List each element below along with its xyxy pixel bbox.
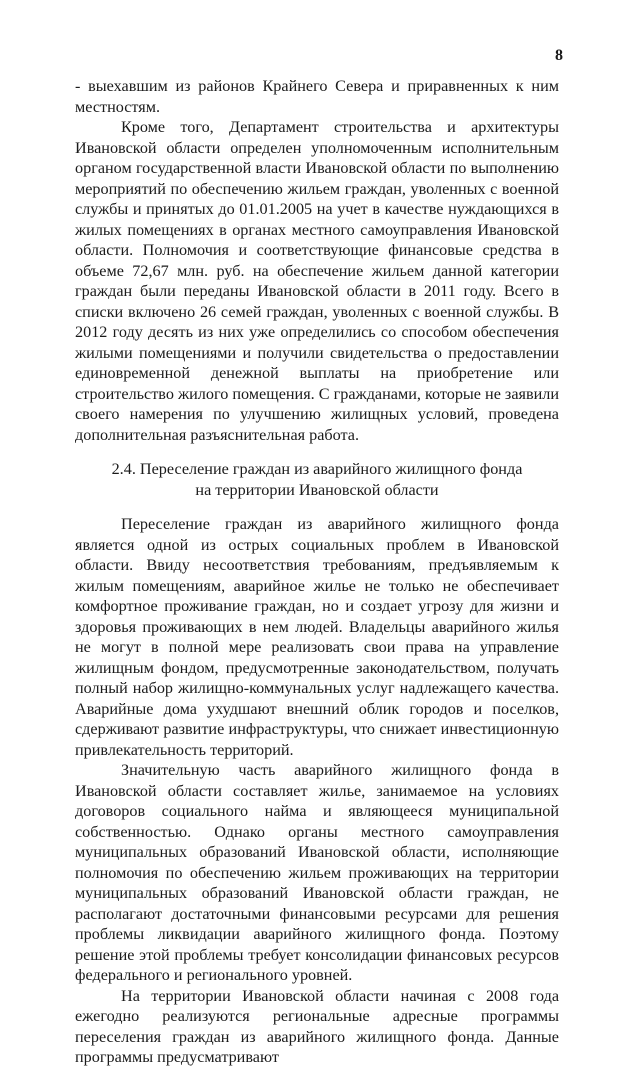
page-number: 8: [555, 47, 563, 64]
section-heading-line-1: 2.4. Переселение граждан из аварийного жилищного фонда: [111, 460, 523, 478]
paragraph-municipal-resources: Значительную часть аварийного жилищного фонда в Ивановской области составляет жилье, занимаемое на условиях договоров социального найма и являющееся муниципальной собственностью. Однако органы местного самоуправления муниципальных образований Ивановской области, исполняющие полномочия по обеспечению жильем проживающих на территории муниципальных образований Ивановской области граждан, не располагают достаточными финансовыми ресурсами для решения проблемы ликвидации аварийного жилищного фонда. Поэтому решение этой проблемы требует консолидации финансовых ресурсов федерального и регионального уровней.: [75, 761, 559, 984]
paragraph-emergency-housing-problem: Переселение граждан из аварийного жилищного фонда является одной из острых социальных проблем в Ивановской области. Ввиду несоответствия требованиям, предъявляемым к жилым помещениям, аварийное жилье не только не обеспечивает комфортное проживание граждан, но и создает угрозу для жизни и здоровья проживающих в нем людей. Владельцы аварийного жилья не могут в полной мере реализовать свои права на управление жилищным фондом, предусмотренные законодательством, получать полный набор жилищно-коммунальных услуг надлежащего качества. Аварийные дома ухудшают внешний облик городов и поселков, сдерживают развитие инфраструктуры, что снижает инвестиционную привлекательность территорий.: [75, 515, 559, 759]
document-body: [75, 76, 559, 1068]
section-heading: [75, 459, 559, 500]
paragraph-list-item: - выехавшим из районов Крайнего Севера и приравненных к ним местностям.: [75, 77, 559, 116]
paragraph-military-housing: Кроме того, Департамент строительства и архитектуры Ивановской области определен уполномоченным исполнительным органом государственной власти Ивановской области по выполнению мероприятий по обеспечению жильем граждан, уволенных с военной службы и принятых до 01.01.2005 на учет в качестве нуждающихся в жилых помещениях в органах местного самоуправления Ивановской области. Полномочия и соответствующие финансовые средства в объеме 72,67 млн. руб. на обеспечение жильем данной категории граждан были переданы Ивановской области в 2011 году. Всего в списки включено 26 семей граждан, уволенных с военной службы. В 2012 году десять из них уже определились со способом обеспечения жилыми помещениями и получили свидетельства о предоставлении единовременной денежной выплаты на приобретение или строительство жилого помещения. С гражданами, которые не заявили своего намерения по улучшению жилищных условий, проведена дополнительная разъяснительная работа.: [75, 118, 560, 444]
section-heading-line-2: на территории Ивановской области: [195, 480, 439, 499]
paragraph-regional-programs: На территории Ивановской области начиная с 2008 года ежегодно реализуются региональные адресные программы переселения граждан из аварийного жилищного фонда. Данные программы предусматривают: [75, 986, 559, 1066]
